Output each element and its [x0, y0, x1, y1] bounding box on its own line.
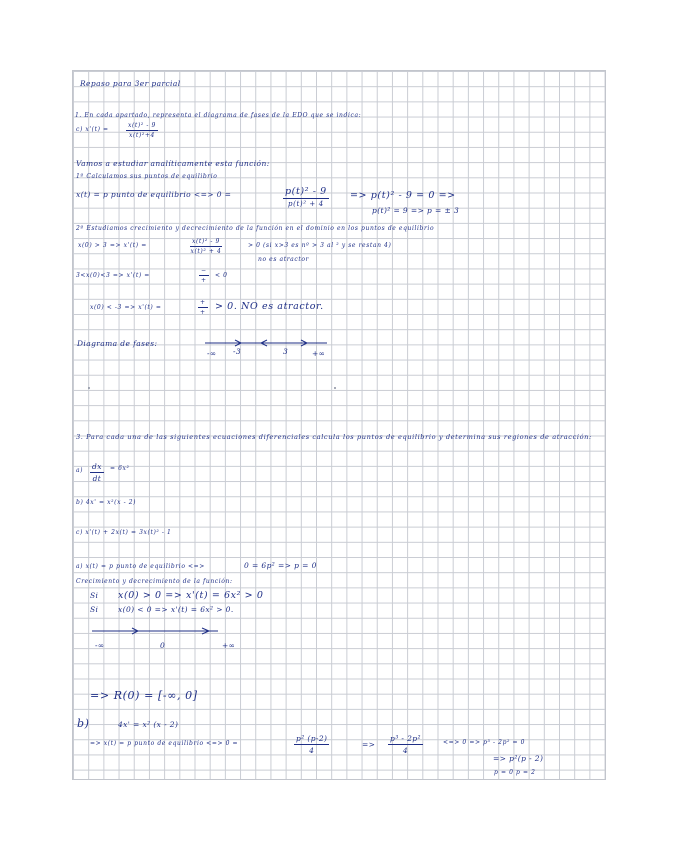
ex1-tick-pos-inf: +∞ [312, 349, 326, 358]
ex3-c-equation: c) x'(t) + 2x(t) = 3x(t)² - 1 [76, 529, 172, 536]
ex1-l5-numerator: x(t)² - 9 [192, 238, 220, 245]
ex3-a-label: a) [76, 467, 84, 474]
ex1-diagram-label: Diagrama de fases: [77, 339, 158, 348]
ex1-line7-fraction [198, 299, 208, 316]
ex1-line7b: > 0. NO es atractor. [215, 301, 324, 312]
ex1-tick-3: 3 [283, 347, 289, 356]
ex3-sb2-numerator: p² (p-2) [296, 734, 328, 743]
ex3-sol-a-line4-si: Si [90, 605, 99, 614]
ex1-line5-fraction [190, 238, 222, 255]
ex1-line5a: x(0) > 3 => x'(t) = [78, 242, 147, 249]
ex3-sol-b-line2b: => [362, 740, 376, 749]
ex1-line3c: p(t)² = 9 => p = ± 3 [372, 206, 460, 215]
ex3-sb3-numerator: p³ - 2p² [390, 734, 421, 743]
ex1-line1: Vamos a estudiar analíticamente esta función: [76, 159, 270, 168]
ex3-sol-b-line3: <=> 0 => p³ - 2p² = 0 [443, 739, 526, 746]
ex1-l3-denominator: p(t)² + 4 [288, 200, 324, 208]
ex3-sb2-denominator: 4 [309, 746, 315, 755]
ex1-line2: 1º Calculamos sus puntos de equilibrio [76, 173, 218, 180]
ex1-line5c: no es atractor [258, 256, 310, 263]
ex3-tick-neg-inf: -∞ [95, 641, 105, 650]
ex1-equation-label: c) x'(t) = [76, 126, 109, 133]
ex3-sol-b-fraction2 [388, 734, 423, 755]
ex1-line7a: x(0) < -3 => x'(t) = [90, 304, 162, 311]
page-title: Repaso para 3er parcial [80, 79, 181, 88]
ex1-l3-numerator: p(t)² - 9 [285, 186, 327, 197]
ex1-eq-numerator: x(t)² - 9 [128, 122, 156, 129]
ex1-line6b: < 0 [215, 272, 228, 279]
ex3-sol-a-line4: x(0) < 0 => x'(t) = 6x² > 0. [118, 605, 234, 614]
ex3-region-result: => R(0) = [-∞, 0] [90, 689, 198, 702]
ex1-l6-denominator: + [201, 277, 207, 284]
ex3-b-equation: b) 4x' = x²(x - 2) [76, 499, 137, 506]
ex3-sol-b-equation: 4x' = x² (x - 2) [118, 720, 179, 729]
stray-mark [88, 387, 90, 389]
ex3-a-numerator: dx [92, 462, 102, 471]
ex3-sol-b-line5: p = 0 p = 2 [494, 769, 536, 776]
ex3-sol-b-line2a: => x(t) = p punto de equilibrio <=> 0 = [90, 740, 239, 747]
ex1-line3a: x(t) = p punto de equilibrio <=> 0 = [76, 190, 232, 199]
ex1-l6-numerator: − [201, 267, 207, 274]
ex1-l5-denominator: x(t)² + 4 [190, 248, 222, 255]
ex3-sol-a-line3: x(0) > 0 => x'(t) = 6x² > 0 [118, 590, 264, 601]
ex3-sol-a-line3-si: Si [90, 591, 99, 600]
ex1-tick-neg3: -3 [233, 347, 242, 356]
ex3-sol-a-line1a: a) x(t) = p punto de equilibrio <=> [76, 563, 205, 570]
ex3-a-fraction [90, 462, 104, 483]
ex1-line4: 2º Estudiamos crecimiento y decrecimiento de la función en el dominio en los puntos de equilibrio [76, 225, 435, 232]
ex3-sol-b-label: b) [77, 717, 90, 730]
ex3-statement-line1: 3. Para cada una de las siguientes ecuaciones diferenciales calcula los puntos de equilibrio y determina sus regiones de atracción: [76, 433, 592, 441]
ex3-a-rhs: = 6x² [110, 465, 130, 472]
ex3-phase-line [92, 625, 222, 637]
stray-mark [334, 387, 336, 389]
ex1-equation-fraction [126, 122, 158, 139]
ex1-statement: 1. En cada apartado, representa el diagrama de fases de la EDO que se indica: [75, 112, 362, 119]
ex3-tick-0: 0 [160, 641, 166, 650]
ex3-tick-pos-inf: +∞ [222, 641, 236, 650]
ex3-sol-a-line2: Crecimiento y decrecimiento de la función: [76, 578, 233, 585]
ex1-line3b: => p(t)² - 9 = 0 => [350, 190, 456, 201]
ex3-sol-b-fraction1 [294, 734, 329, 755]
ex1-line3-fraction [283, 186, 329, 208]
ex3-a-denominator: dt [92, 474, 102, 483]
ex1-eq-denominator: x(t)²+4 [129, 132, 155, 139]
ex1-line5b: > 0 (si x>3 es nº > 3 al ² y se restan 4) [248, 242, 392, 249]
ex1-line6-fraction [199, 267, 209, 284]
ex3-sol-a-line1b: 0 = 6p² => p = 0 [244, 561, 317, 570]
ex1-l7-denominator: + [200, 309, 206, 316]
ex1-line6a: 3<x(0)<3 => x'(t) = [76, 272, 150, 279]
ex3-sol-b-line4: => p²(p - 2) [493, 754, 544, 763]
ex1-l7-numerator: + [200, 299, 206, 306]
ex1-tick-neg-inf: -∞ [207, 349, 217, 358]
ex3-sb3-denominator: 4 [402, 746, 409, 755]
